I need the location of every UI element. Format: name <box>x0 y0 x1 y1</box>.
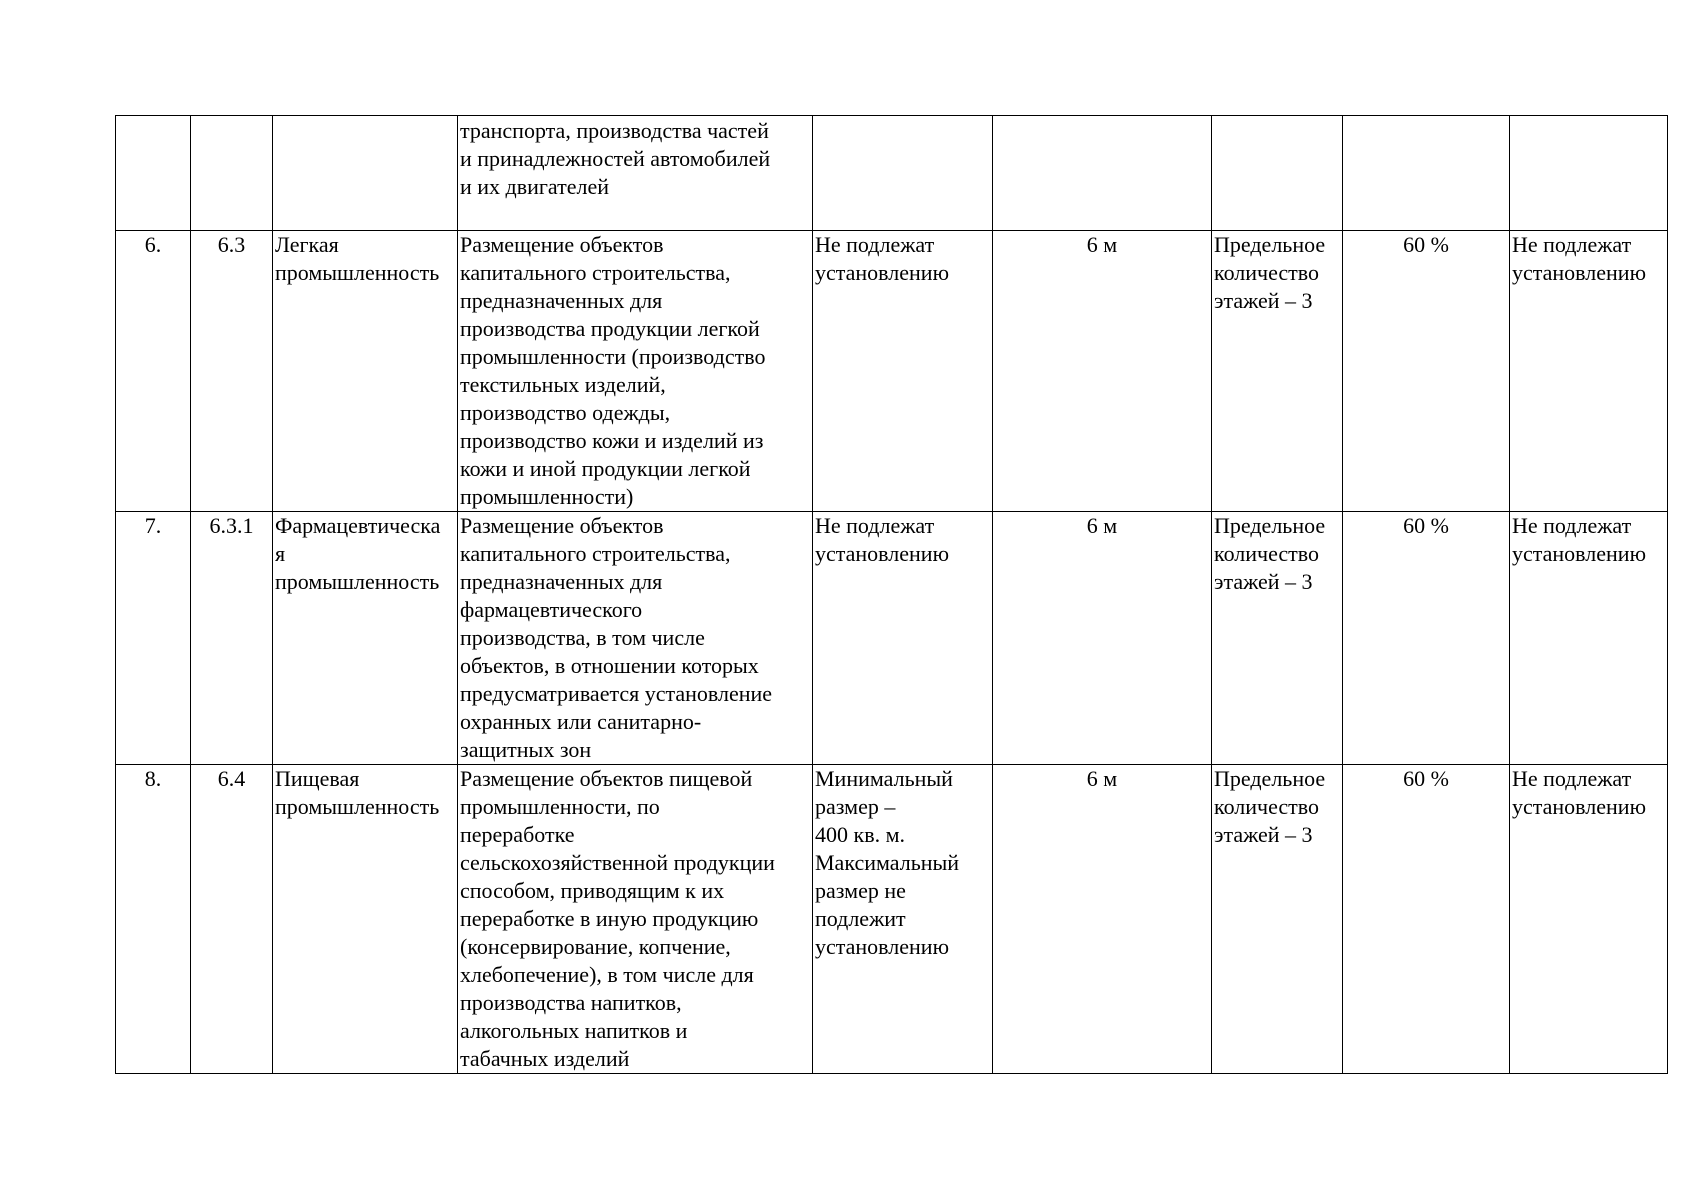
max-floors-cell <box>1212 765 1343 1074</box>
activity-code-cell <box>191 512 273 765</box>
row-number <box>116 116 190 117</box>
other-params <box>1512 116 1667 117</box>
plot-size <box>815 116 992 117</box>
other-params-cell <box>1510 116 1668 231</box>
plot-size: Не подлежат установлению <box>815 513 950 566</box>
activity-code-cell <box>191 231 273 512</box>
plot-size-cell <box>813 116 993 231</box>
activity-code-cell <box>191 765 273 1074</box>
other-params-cell <box>1510 512 1668 765</box>
coverage-percent-cell <box>1343 116 1510 231</box>
coverage-percent-cell <box>1343 765 1510 1074</box>
max-height: 6 м <box>1086 513 1118 538</box>
activity-name-cell <box>273 512 458 765</box>
plot-size: Не подлежат установлению <box>815 232 950 285</box>
activity-description-cell <box>458 116 813 231</box>
plot-size-cell <box>813 765 993 1074</box>
activity-code: 6.3 <box>217 232 246 257</box>
activity-description-cell <box>458 765 813 1074</box>
coverage-percent: 60 % <box>1403 766 1449 791</box>
activity-name-cell <box>273 765 458 1074</box>
max-floors: Предельное количество этажей – 3 <box>1214 232 1326 313</box>
activity-description: транспорта, производства частей и принадлежностей автомобилей и их двигателей <box>460 118 771 199</box>
other-params-cell <box>1510 765 1668 1074</box>
max-floors-cell <box>1212 231 1343 512</box>
max-floors-cell <box>1212 512 1343 765</box>
table-row-continuation <box>116 116 1668 231</box>
max-height-cell <box>993 765 1212 1074</box>
row-number-cell <box>116 116 191 231</box>
table-row <box>116 765 1668 1074</box>
activity-description-cell <box>458 512 813 765</box>
row-number-cell <box>116 512 191 765</box>
max-floors <box>1214 116 1342 117</box>
row-number-cell <box>116 231 191 512</box>
max-height <box>993 116 1211 117</box>
row-number-cell <box>116 765 191 1074</box>
row-number: 7. <box>144 513 162 538</box>
activity-name <box>275 116 457 117</box>
coverage-percent-cell <box>1343 512 1510 765</box>
activity-name: Фармацевтическа я промышленность <box>275 513 441 594</box>
plot-size: Минимальный размер – 400 кв. м. Максимальный размер не подлежит установлению <box>815 766 960 959</box>
activity-description-cell <box>458 231 813 512</box>
max-height: 6 м <box>1086 766 1118 791</box>
row-number: 8. <box>144 766 162 791</box>
max-height-cell <box>993 116 1212 231</box>
zoning-regulations-table <box>115 115 1668 1074</box>
max-height-cell <box>993 512 1212 765</box>
activity-code: 6.3.1 <box>209 513 254 538</box>
activity-name: Легкая промышленность <box>275 232 440 285</box>
other-params: Не подлежат установлению <box>1512 766 1647 819</box>
table-row <box>116 231 1668 512</box>
activity-description: Размещение объектов капитального строительства, предназначенных для фармацевтического производства, в том числе объектов, в отношении которых предусматривается установление охранных или санитарно- защитных зон <box>460 513 773 762</box>
max-floors-cell <box>1212 116 1343 231</box>
plot-size-cell <box>813 512 993 765</box>
activity-name: Пищевая промышленность <box>275 766 440 819</box>
other-params: Не подлежат установлению <box>1512 513 1647 566</box>
activity-code <box>191 116 272 117</box>
max-height: 6 м <box>1086 232 1118 257</box>
activity-description: Размещение объектов пищевой промышленности, по переработке сельскохозяйственной продукции способом, приводящим к их переработке в иную продукцию (консервирование, копчение, хлебопечение), в том числе для производства напитков, алкогольных напитков и табачных изделий <box>460 766 775 1071</box>
max-floors: Предельное количество этажей – 3 <box>1214 766 1326 847</box>
other-params-cell <box>1510 231 1668 512</box>
coverage-percent: 60 % <box>1403 232 1449 257</box>
coverage-percent: 60 % <box>1403 513 1449 538</box>
activity-code-cell <box>191 116 273 231</box>
max-height-cell <box>993 231 1212 512</box>
other-params: Не подлежат установлению <box>1512 232 1647 285</box>
activity-code: 6.4 <box>217 766 246 791</box>
table-row <box>116 512 1668 765</box>
activity-description: Размещение объектов капитального строительства, предназначенных для производства продукции легкой промышленности (производство текстильных изделий, производство одежды, производство кожи и изделий из кожи и иной продукции легкой промышленности) <box>460 232 766 509</box>
activity-name-cell <box>273 231 458 512</box>
coverage-percent <box>1343 116 1509 117</box>
max-floors: Предельное количество этажей – 3 <box>1214 513 1326 594</box>
row-number: 6. <box>144 232 162 257</box>
plot-size-cell <box>813 231 993 512</box>
coverage-percent-cell <box>1343 231 1510 512</box>
activity-name-cell <box>273 116 458 231</box>
